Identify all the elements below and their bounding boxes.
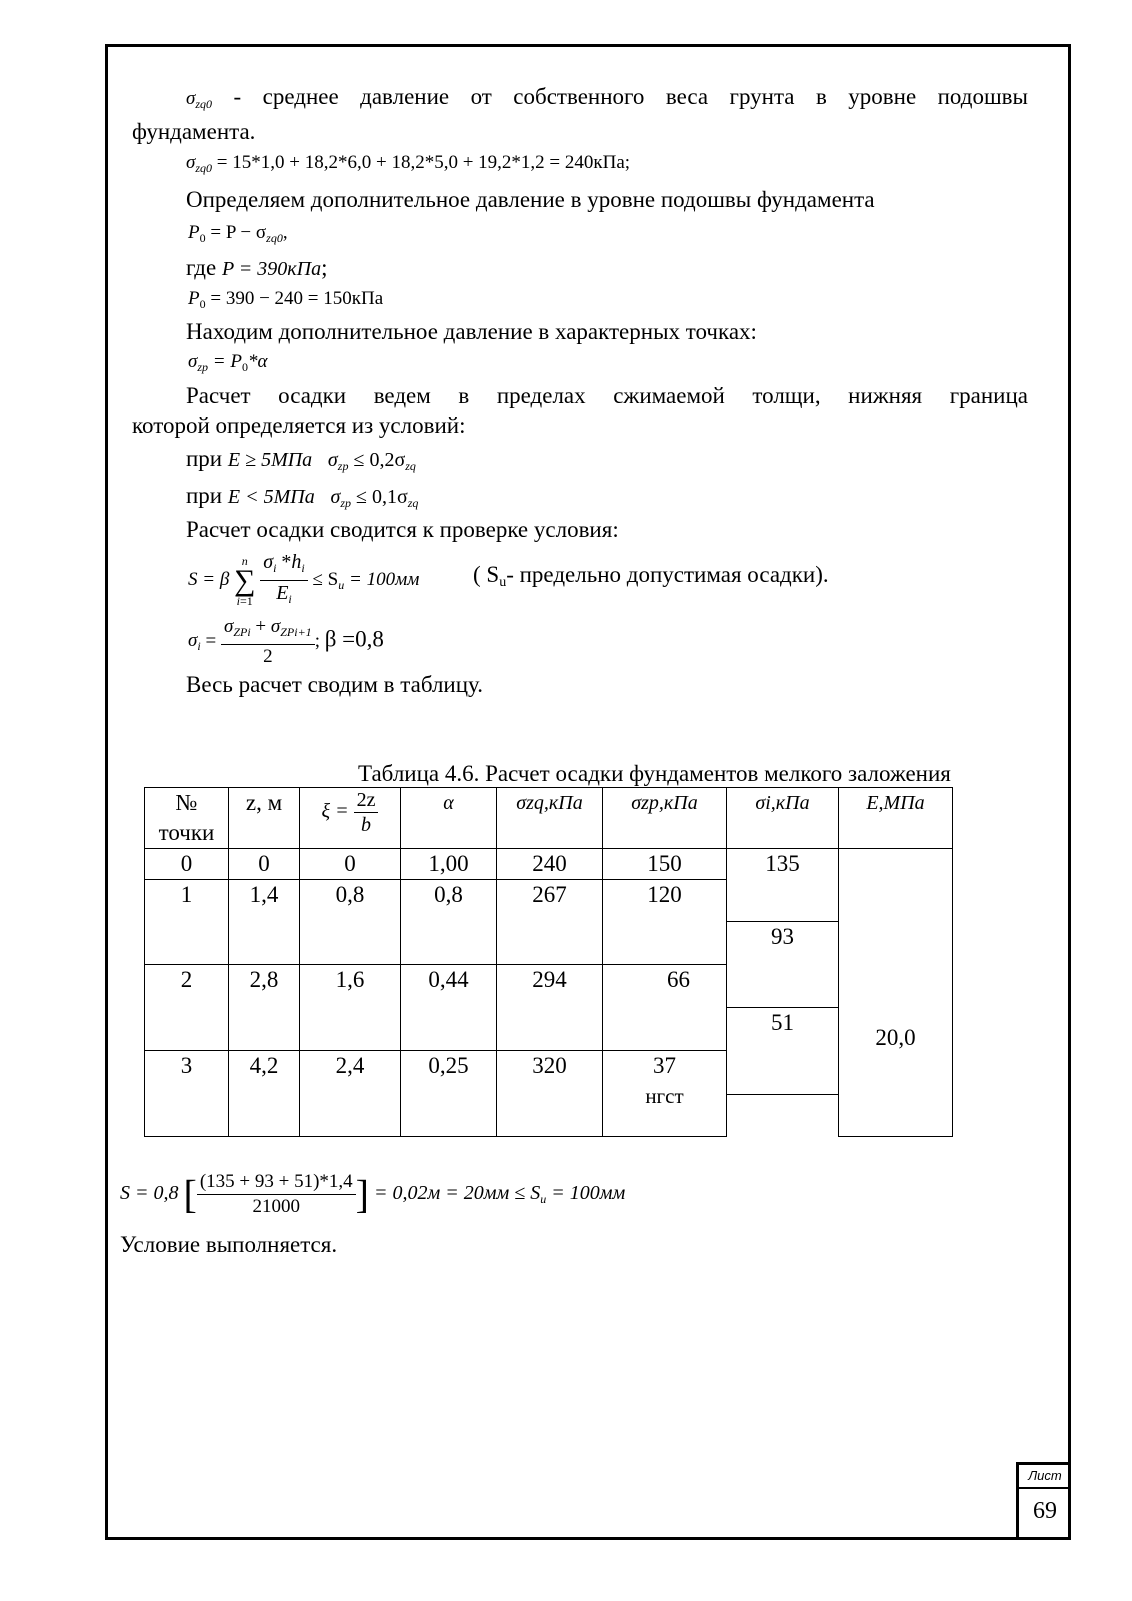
- header-szq: σzq,кПа: [497, 788, 603, 849]
- table-cell: 0: [229, 849, 300, 880]
- table-cell: 1,4: [229, 880, 300, 965]
- add-pressure-text: Определяем дополнительное давление в уровне подошвы фундамента: [186, 187, 875, 212]
- header-si: σi,кПа: [727, 788, 839, 849]
- table-cell: 150: [603, 849, 727, 880]
- table-cell: 240: [497, 849, 603, 880]
- settlement-table: [144, 787, 953, 1137]
- char-points-text: Находим дополнительное давление в характерных точках:: [186, 319, 757, 344]
- header-point: № точки: [145, 788, 229, 849]
- where-line: где P = 390кПа;: [186, 255, 328, 280]
- header-szp: σzp,кПа: [603, 788, 727, 849]
- header-alpha: α: [401, 788, 497, 849]
- table-cell: 1,6: [300, 965, 401, 1051]
- table-caption: Таблица 4.6. Расчет осадки фундаментов мелкого заложения: [358, 761, 951, 786]
- check-text: Расчет осадки сводится к проверке условия:: [186, 517, 619, 542]
- table-cell: [603, 1051, 727, 1137]
- table-cell: 3: [145, 1051, 229, 1137]
- table-cell: 267: [497, 880, 603, 965]
- header-e: E,МПа: [839, 788, 953, 849]
- ngst-note: нгст: [645, 1084, 684, 1108]
- table-cell: 0: [145, 849, 229, 880]
- table-cell: 1,00: [401, 849, 497, 880]
- table-cell: 0,44: [401, 965, 497, 1051]
- table-cell: 2: [145, 965, 229, 1051]
- su-note: ( $S_u-$ предельно допустимая осадки).: [473, 562, 829, 590]
- settlement-formula: S = β n ∑ i=1 $\frac{\sigma_i *h_i}{E_i}$ ≤ $S_u = 100мм$: [188, 551, 420, 608]
- condition-2: при E < 5МПа $\sigma_{zp} \le 0,1\sigma_{zq}$: [186, 483, 419, 510]
- table-cell: 294: [497, 965, 603, 1051]
- table-cell: 320: [497, 1051, 603, 1137]
- sigma-i-cell: 93: [727, 922, 839, 1008]
- sigma-i-cell: 135: [727, 849, 839, 922]
- table-cell: 2,8: [229, 965, 300, 1051]
- sigma-i-formula: $\sigma_i$ = $\frac{\sigma_{ZPi} + \sigma_{ZPi+1}}{2}$ ; β =0,8: [188, 616, 384, 667]
- sigma-i-cell: 51: [727, 1008, 839, 1095]
- table-cell: 0: [300, 849, 401, 880]
- table-cell: 0,25: [401, 1051, 497, 1137]
- p0-definition: $P_0 = P - \sigma_{zq0}$,: [188, 222, 288, 245]
- condition-1: при E ≥ 5МПа $\sigma_{zp} \le 0,2\sigma_{zq}$: [186, 446, 416, 473]
- header-xi: ξ = $\frac{2z}{b}$: [300, 788, 401, 849]
- sheet-stamp: [1016, 1462, 1071, 1540]
- szp-value: 37: [653, 1053, 676, 1078]
- sigma-calc-formula: $\sigma_{zq0} = 15*1,0 + 18,2*6,0 + 18,2*5,0 + 19,2*1,2 = 240кПа$;: [186, 152, 631, 175]
- header-z: z, м: [229, 788, 300, 849]
- sigma-definition: $\sigma_{zq0}$ - среднее давление от собственного веса грунта в уровне подошвы: [186, 84, 1028, 111]
- to-table-text: Весь расчет сводим в таблицу.: [186, 672, 483, 697]
- table-cell: 4,2: [229, 1051, 300, 1137]
- result-formula: S = 0,8 [ $\frac{(135 + 93 + 51)*1,4}{21000}$ ] = $0,02м = 20мм \le S_u = 100мм$: [120, 1171, 626, 1217]
- settle-text-2: которой определяется из условий:: [132, 413, 466, 438]
- szp-definition: $\sigma_{zp} = P_0*\alpha$: [188, 351, 268, 374]
- table-cell: 120: [603, 880, 727, 965]
- sheet-label: Лист: [1019, 1465, 1071, 1489]
- e-value-cell: 20,0: [839, 849, 953, 1137]
- settle-text-1: Расчет осадки ведем в пределах сжимаемой толщи, нижняя граница: [186, 383, 1028, 408]
- p0-calc: $P_0 = 390 - 240 = 150кПа$: [188, 288, 384, 311]
- conclusion-text: Условие выполняется.: [120, 1232, 338, 1257]
- table-cell: 0,8: [401, 880, 497, 965]
- table-cell: 2,4: [300, 1051, 401, 1137]
- sigma-definition-cont: фундамента.: [132, 119, 256, 144]
- page-number: 69: [1033, 1498, 1057, 1524]
- table-cell: 66: [603, 965, 727, 1051]
- table-cell: 0,8: [300, 880, 401, 965]
- table-cell: 1: [145, 880, 229, 965]
